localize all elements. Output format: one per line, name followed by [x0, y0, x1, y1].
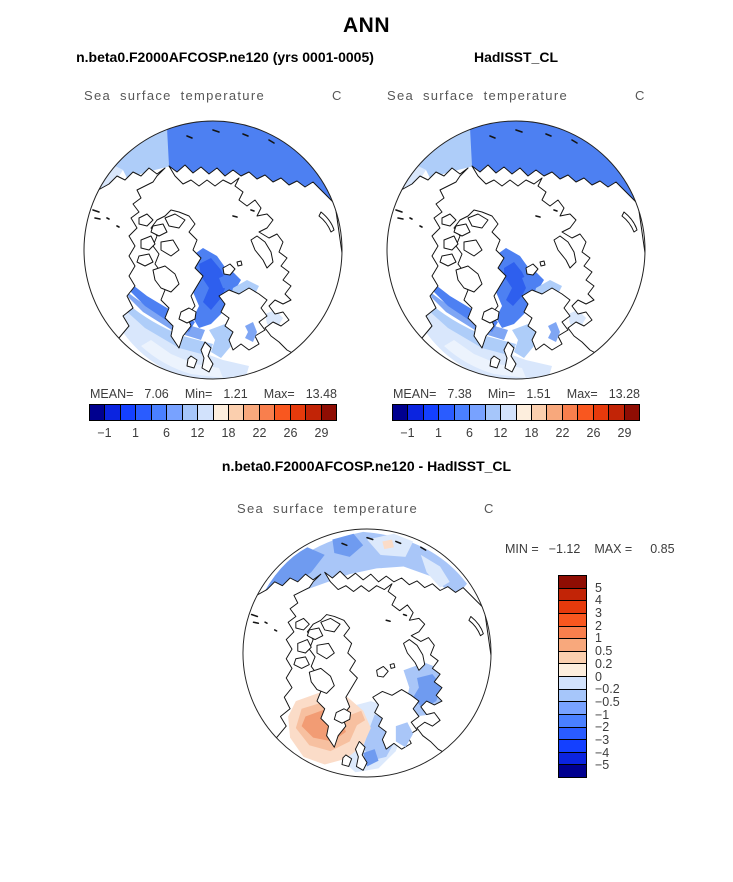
colorbar-tick-label: −0.2	[595, 682, 620, 697]
colorbar-tick-label: 1	[435, 426, 442, 440]
colorbar-tick-label: −1	[400, 426, 415, 440]
colorbar-cell	[260, 405, 275, 420]
obs-panel-title: HadISST_CL	[473, 49, 558, 65]
colorbar-cell	[183, 405, 198, 420]
colorbar-cell	[486, 405, 501, 420]
colorbar-tick-label: 22	[555, 426, 570, 440]
colorbar-tick-label: −2	[595, 720, 610, 735]
colorbar-cell	[306, 405, 321, 420]
min-value: 1.51	[526, 387, 551, 401]
colorbar-tick-label: 5	[595, 580, 602, 595]
colorbar-tick-label: 6	[163, 426, 170, 440]
max-value: 13.28	[608, 387, 640, 401]
colorbar-tick-label: 22	[252, 426, 267, 440]
colorbar-cell	[517, 405, 532, 420]
colorbar-cell	[559, 639, 586, 652]
colorbar-cell	[559, 690, 586, 703]
colorbar-cell	[470, 405, 485, 420]
obs-map	[386, 120, 646, 380]
colorbar-cell	[578, 405, 593, 420]
colorbar-tick-label: 0.5	[595, 644, 613, 659]
diff-caption: Sea surface temperature	[237, 501, 418, 516]
colorbar-tick-label: −0.5	[595, 694, 620, 709]
colorbar-tick-label: 0.2	[595, 656, 613, 671]
page-title: ANN	[343, 14, 390, 37]
obs-caption: Sea surface temperature	[387, 88, 568, 103]
model-colorbar	[89, 404, 337, 440]
colorbar-tick-label: 29	[314, 426, 329, 440]
mean-label: MEAN=	[90, 387, 134, 401]
colorbar-tick-label: 1	[132, 426, 139, 440]
colorbar-tick-label: 18	[524, 426, 539, 440]
colorbar-tick-label: 0	[595, 669, 602, 684]
colorbar-tick-label: −4	[595, 745, 610, 760]
colorbar-tick-label: 12	[493, 426, 508, 440]
obs-colorbar	[392, 404, 640, 440]
obs-stats-row	[393, 387, 640, 401]
colorbar-tick-label: 29	[617, 426, 632, 440]
colorbar-cell	[559, 728, 586, 741]
model-caption: Sea surface temperature	[84, 88, 265, 103]
colorbar-cell	[559, 740, 586, 753]
max-value: 0.85	[650, 542, 675, 556]
colorbar-cell	[424, 405, 439, 420]
diff-stats-row	[505, 542, 675, 556]
colorbar-tick-label: 2	[595, 618, 602, 633]
colorbar-tick-label: 12	[190, 426, 205, 440]
colorbar-tick-label: −3	[595, 732, 610, 747]
colorbar-tick-label: 1	[595, 631, 602, 646]
colorbar-cell	[214, 405, 229, 420]
colorbar-tick-label: 4	[595, 593, 602, 608]
colorbar-cell	[559, 652, 586, 665]
colorbar-cell	[559, 589, 586, 602]
max-label: MAX =	[594, 542, 633, 556]
colorbar-cell	[559, 614, 586, 627]
colorbar-cell	[559, 627, 586, 640]
model-units-label: C	[332, 88, 342, 103]
colorbar-tick-label: 3	[595, 606, 602, 621]
colorbar-cell	[559, 753, 586, 766]
colorbar-cell	[198, 405, 213, 420]
colorbar-cell	[559, 715, 586, 728]
colorbar-cell	[322, 405, 336, 420]
diff-map	[242, 528, 492, 778]
min-label: Min=	[184, 387, 213, 401]
colorbar-cell	[501, 405, 516, 420]
colorbar-cell	[105, 405, 120, 420]
colorbar-cell	[291, 405, 306, 420]
colorbar-cell	[563, 405, 578, 420]
max-value: 13.48	[305, 387, 337, 401]
colorbar-tick-label: −1	[595, 707, 610, 722]
colorbar-cell	[152, 405, 167, 420]
colorbar-cell	[167, 405, 182, 420]
colorbar-cell	[625, 405, 639, 420]
colorbar-cell	[532, 405, 547, 420]
colorbar-cell	[559, 765, 586, 777]
colorbar-cell	[136, 405, 151, 420]
min-value: −1.12	[548, 542, 581, 556]
diff-panel-title: n.beta0.F2000AFCOSP.ne120 - HadISST_CL	[221, 458, 512, 474]
model-stats-row	[90, 387, 337, 401]
max-label: Max=	[566, 387, 598, 401]
colorbar-tick-label: 6	[466, 426, 473, 440]
colorbar-cell	[547, 405, 562, 420]
colorbar-cell	[90, 405, 105, 420]
colorbar-tick-label: −1	[97, 426, 112, 440]
colorbar-cell	[229, 405, 244, 420]
colorbar-cell	[559, 702, 586, 715]
colorbar-cell	[393, 405, 408, 420]
colorbar-cell	[121, 405, 136, 420]
mean-label: MEAN=	[393, 387, 437, 401]
model-map	[83, 120, 343, 380]
model-panel-title: n.beta0.F2000AFCOSP.ne120 (yrs 0001-0005)	[76, 49, 374, 65]
colorbar-cell	[244, 405, 259, 420]
colorbar-cell	[559, 677, 586, 690]
colorbar-cell	[455, 405, 470, 420]
diff-units-label: C	[484, 501, 494, 516]
colorbar-cell	[439, 405, 454, 420]
min-label: Min=	[487, 387, 516, 401]
mean-value: 7.06	[144, 387, 169, 401]
colorbar-cell	[275, 405, 290, 420]
max-label: Max=	[263, 387, 295, 401]
colorbar-cell	[408, 405, 423, 420]
min-value: 1.21	[223, 387, 248, 401]
colorbar-tick-label: −5	[595, 758, 610, 773]
colorbar-tick-label: 26	[283, 426, 298, 440]
colorbar-cell	[594, 405, 609, 420]
diff-colorbar	[558, 575, 620, 778]
colorbar-cell	[609, 405, 624, 420]
colorbar-cell	[559, 601, 586, 614]
colorbar-cell	[559, 576, 586, 589]
obs-units-label: C	[635, 88, 645, 103]
colorbar-tick-label: 18	[221, 426, 236, 440]
min-label: MIN =	[505, 542, 539, 556]
mean-value: 7.38	[447, 387, 472, 401]
colorbar-cell	[559, 664, 586, 677]
colorbar-tick-label: 26	[586, 426, 601, 440]
